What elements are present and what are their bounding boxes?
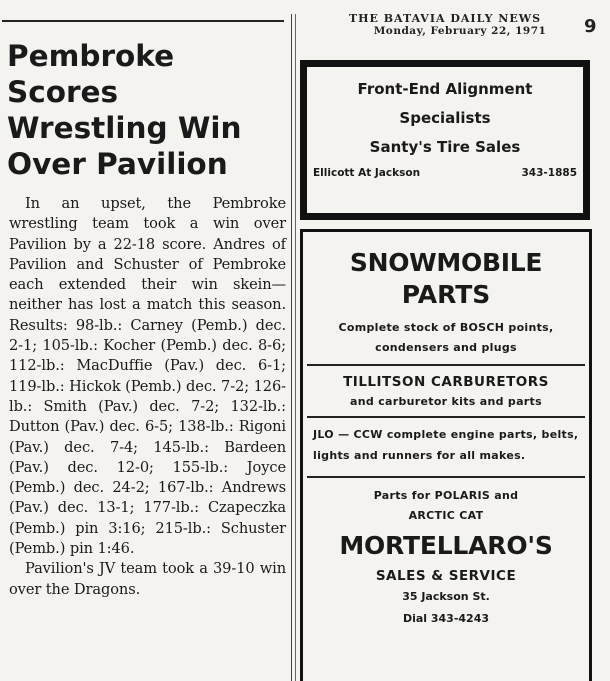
parts-title: PARTS <box>401 280 491 309</box>
headline-line-2: Wrestling Win <box>7 111 242 145</box>
tillitson-section <box>307 366 585 418</box>
headline-line-3: Over Pavilion <box>7 147 228 181</box>
jlo-section <box>307 418 585 478</box>
snowmobile-ad <box>300 229 592 681</box>
article-paragraph-1: In an upset, the Pembroke wrestling team took a win over Pavilion by a 22-18 score. Andres of Pavilion and Schuster of Pembroke each extended their win skein—neither has lost a match this season. Results: 98-lb.: Carney (Pemb.) dec. 2-1; 105-lb.: Kocher (Pemb.) dec. 8-6; 112-lb.: MacDuffie (Pav.) dec. 6-1; 119-lb.: Hickok (Pemb.) dec. 7-2; 126-lb.: Smith (Pav.) dec. 7-2; 132-lb.: Dutton (Pav.) dec. 6-5; 138-lb.: Rigoni (Pav.) dec. 7-4; 145-lb.: Bardeen (Pav.) dec. 12-0; 155-lb.: Joyce (Pemb.) dec. 24-2; 167-lb.: Andrews (Pav.) dec. 13-1; 177-lb.: Czapeczka (Pemb.) pin 3:16; 215-lb.: Schuster (Pemb.) pin 1:46. <box>9 195 286 558</box>
jlo-text: JLO — CCW complete engine parts, belts, lights and runners for all makes. <box>313 428 579 462</box>
alignment-ad-phone: 343-1885 <box>521 167 577 179</box>
snowmobile-ad-header <box>307 232 585 366</box>
alignment-ad <box>300 60 590 220</box>
article-paragraph <box>9 194 286 559</box>
parts-for-text: Parts for POLARIS and <box>373 489 519 502</box>
article-paragraph-2: Pavilion's JV team took a 39-10 win over the Dragons. <box>9 560 286 598</box>
alignment-ad-address: Ellicott At Jackson <box>313 167 421 179</box>
snowmobile-title: SNOWMOBILE <box>349 248 543 277</box>
alignment-ad-line-3: Santy's Tire Sales <box>369 138 521 156</box>
article-column <box>4 26 288 600</box>
top-rule <box>2 20 284 22</box>
alignment-ad-contact <box>307 162 583 184</box>
street-address: 35 Jackson St. <box>402 590 490 603</box>
article-body <box>9 194 286 600</box>
article-paragraph <box>9 559 286 600</box>
tillitson-title: TILLITSON CARBURETORS <box>343 374 549 390</box>
tillitson-subtitle: and carburetor kits and parts <box>350 395 542 408</box>
headline-line-1: Pembroke Scores <box>7 39 175 109</box>
column-divider <box>291 14 292 681</box>
masthead <box>300 12 590 38</box>
dial-number: Dial 343-4243 <box>402 612 490 625</box>
masthead-date: Monday, February 22, 1971 <box>373 25 547 37</box>
mortellaro-brand: MORTELLARO'S <box>339 531 553 560</box>
alignment-ad-line-2: Specialists <box>399 109 491 127</box>
article-headline <box>7 38 288 182</box>
arctic-cat-text: ARCTIC CAT <box>408 509 484 522</box>
bosch-text: Complete stock of BOSCH points, condensers and plugs <box>338 321 554 354</box>
alignment-ad-line-1: Front-End Alignment <box>357 80 533 98</box>
sales-service-text: SALES & SERVICE <box>375 568 517 584</box>
masthead-title: THE BATAVIA DAILY NEWS <box>348 12 542 25</box>
column-divider <box>295 14 296 681</box>
mortellaro-section <box>307 478 585 630</box>
page-number: 9 <box>584 16 597 37</box>
